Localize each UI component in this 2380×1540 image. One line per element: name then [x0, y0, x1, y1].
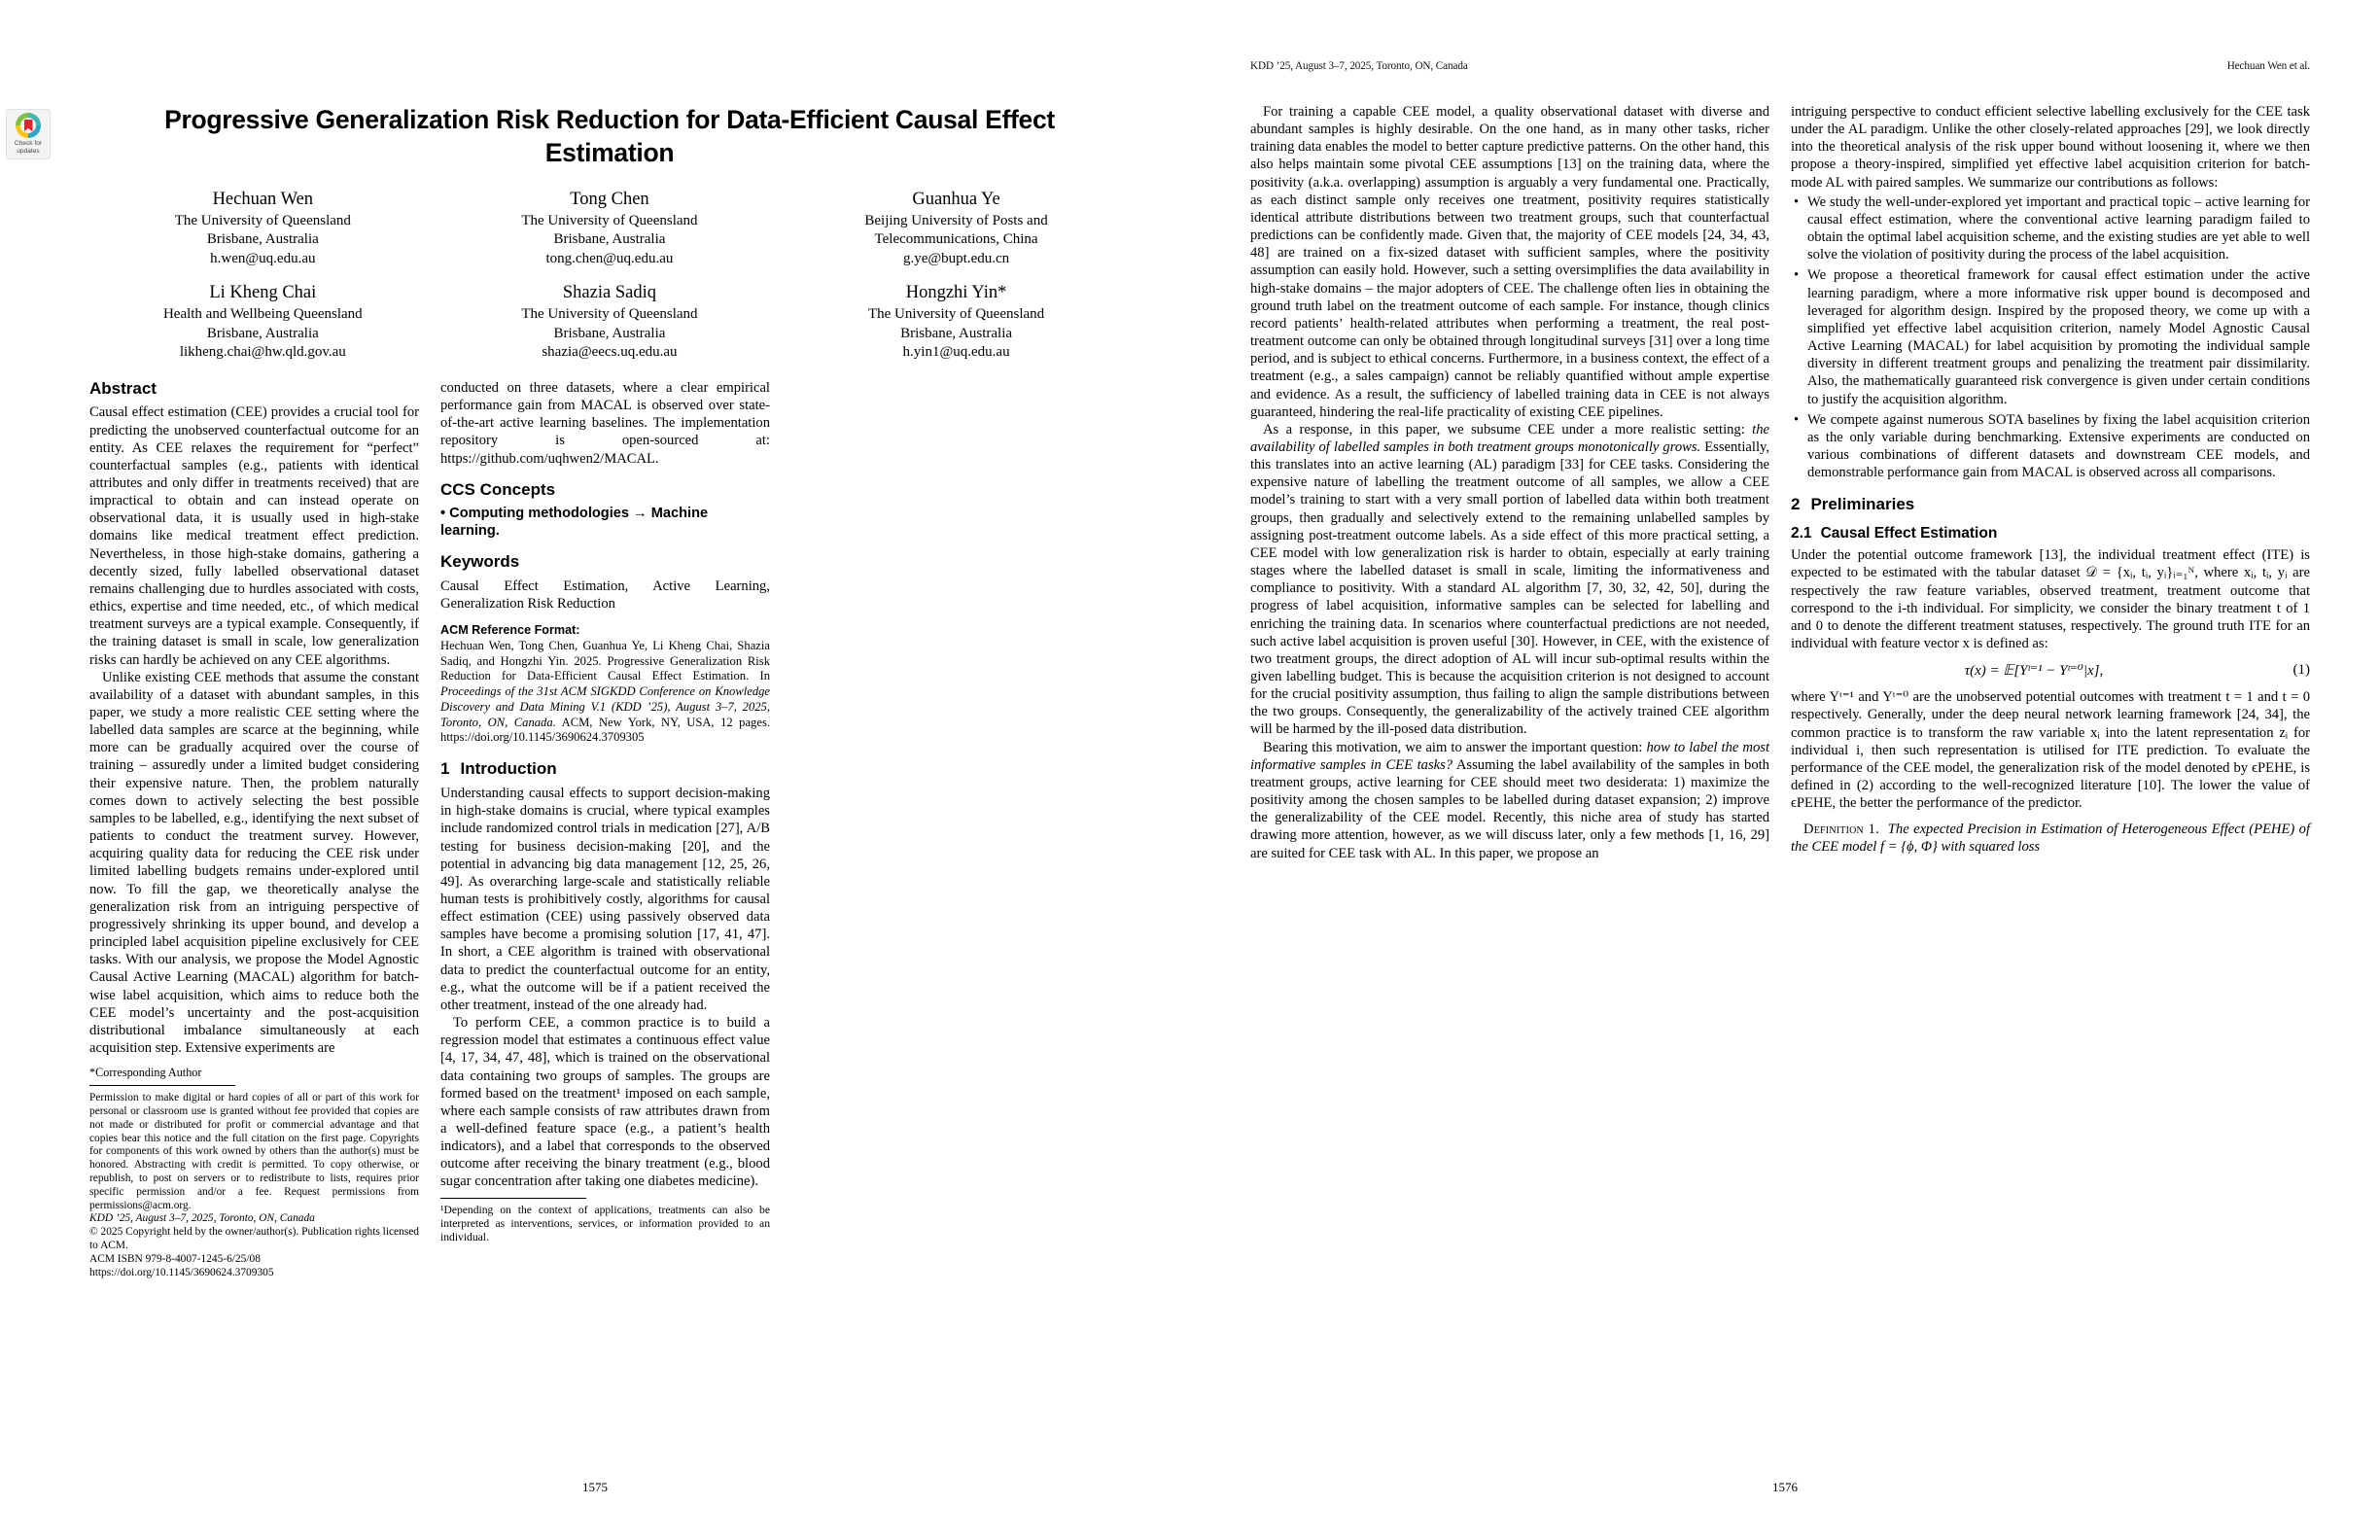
author-email[interactable]: shazia@eecs.uq.edu.au: [542, 344, 678, 361]
author-entry: [783, 281, 1130, 363]
acm-reference-heading: ACM Reference Format:: [440, 623, 580, 638]
page2-runhead: [1250, 60, 2310, 74]
author-location: Brisbane, Australia: [206, 325, 319, 341]
definition-1-label: Definition 1.: [1803, 822, 1879, 838]
copyright-venue: KDD ’25, August 3–7, 2025, Toronto, ON, Canada: [89, 1212, 315, 1225]
author-email[interactable]: tong.chen@uq.edu.au: [545, 250, 674, 266]
p2-post: Essentially, this translates into an active learning (AL) paradigm [33] for CEE tasks. Considering the expensive nature of labelling the treatment outcome of all samples, we allow a CEE model’s training to start with a very small portion of labelled data within both treatment groups, then gradually and selectively extend to the remaining unlabelled samples by assigning post-treatment outcome labels. As a side effect of this more practical setting, a CEE model with low generalization risk is harder to obtain, especially at early training stages where the labelled dataset is small in scale, limiting the informativeness and compliance to positivity. With a standard AL algorithm [7, 30, 32, 42, 50], during the progress of label acquisition, informative samples can be selected for labelling and enriching the training data. In scenarios where counterfactual predictions are not needed, such active label acquisition is proven useful [30]. However, in CEE, with the existence of two treatment groups, the direct adoption of AL will incur sub-optimal results within the given labelling budget. This is because the acquisition criterion is not designed to account for the crucial positivity assumption, thus failing to align the sample distributions between the two groups. Consequently, the generalizability of the actively trained CEE algorithm will be harmed by the ill-posed data distribution.: [1250, 438, 1770, 738]
section-1-heading: [440, 759, 770, 779]
badge-label-line1: Check for: [14, 140, 43, 147]
p3-post: Assuming the label availability of the samples in both treatment groups, active learning for CEE should meet two desiderata: 1) maximize the positivity among the chosen samples to be labelled during dataset expansion; 2) improve the generalizability of the CEE model. Recently, this niche area of study has started drawing more attention, however, as we will discuss later, only a few methods [1, 16, 29] are suited for CEE task with AL. In this paper, we propose an: [1250, 756, 1769, 861]
author-name: Guanhua Ye: [912, 189, 1000, 209]
author-name: Tong Chen: [570, 189, 649, 209]
section-1-number: 1: [440, 759, 450, 779]
abstract-paragraph-2: Unlike existing CEE methods that assume the constant availability of a dataset with abundant samples, in this paper, we study a more realistic CEE setting where the labelled data samples are scarce at the beginning, while more can be gradually acquired over the course of training – assuredly under a limited budget considering their expensive nature. Then, the problem naturally comes down to actively selecting the best possible samples to be labelled, e.g., identifying the next subset of patients to conduct the treatment survey. However, acquiring quality data for reducing the CEE risk under limited labelling budgets remains under-explored until now. To fill the gap, we theoretically analyse the generalization risk from an intriguing perspective of progressively shrinking its upper bound, and develop a principled label acquisition pipeline exclusively for CEE tasks. With our analysis, we propose the Model Agnostic Causal Active Learning (MACAL) algorithm for batch-wise label acquisition, which aims to reduce both the CEE model’s uncertainty and the post-acquisition distributional imbalance simultaneously at each acquisition step. Extensive experiments are: [89, 669, 419, 1056]
copyright-doi[interactable]: https://doi.org/10.1145/3690624.3709305: [89, 1266, 274, 1278]
equation-1-number: (1): [2292, 662, 2310, 679]
page-1-number: 1575: [582, 1480, 608, 1494]
page2-right-paragraph-1: intriguing perspective to conduct efficient selective labelling exclusively for the CEE task under the AL paradigm. Unlike the other closely-related approaches [29], we look directly into the theoretical analysis of the risk upper bound without loosening it, where we then propose a theory-inspired, simplified yet effective label acquisition criterion for batch-mode AL with paired samples. We summarize our contributions as follows:: [1791, 104, 2310, 191]
p2-pre: As a response, in this paper, we subsume CEE under a more realistic setting:: [1263, 421, 1753, 438]
p3-pre: Bearing this motivation, we aim to answer the important question:: [1263, 739, 1647, 755]
check-for-updates-badge[interactable]: [6, 109, 51, 159]
section-1-title: Introduction: [460, 759, 557, 779]
contributions-list: [1791, 193, 2310, 482]
author-name: Hongzhi Yin*: [905, 283, 1007, 303]
author-email[interactable]: likheng.chai@hw.qld.gov.au: [179, 344, 346, 361]
footnote-1: ¹Depending on the context of applications, treatments can also be interpreted as interventions, services, or information provided to an individual.: [440, 1203, 770, 1243]
footnote-rule: [440, 1198, 586, 1199]
abstract-paragraph-1: Causal effect estimation (CEE) provides a crucial tool for predicting the unobserved counterfactual outcome for an entity. As CEE relaxes the requirement for “perfect” counterfactual samples (e.g., patients with identical attributes and only differ in treatments received) that are impractical to obtain and can instead operate on observational data, it is usually used in high-stake domains like medical treatment effect prediction. Nevertheless, in those high-stake domains, gathering a decently sized, fully labelled observational dataset remains challenging due to hurdles associated with costs, ethics, expertise and time needed, etc., of which medical treatment surveys are a typical example. Consequently, if the training dataset is small in scale, low generalization risks can hardly be achieved on any CEE algorithms.: [89, 404, 419, 668]
section-2-1-heading: [1791, 525, 2310, 542]
page2-left-paragraph-1: For training a capable CEE model, a quality observational dataset with diverse and abundant samples is highly desirable. On the one hand, as in many other tasks, richer training data enables the model to better capture predictive patterns. On the other hand, this also helps maintain some pivotal CEE assumptions [13] on the training data, where the positivity (a.k.a. overlapping) assumption is arguably a very fundamental one. Practically, as each distinct sample only receives one treatment, positivity requires statistically identical attribute distributions between two treatment groups, such that counterfactual predictions can be confidently made. Given that, the majority of CEE models [24, 34, 43, 48] are trained on a fix-sized dataset with sufficient samples, where the positivity assumption can easily hold. However, such a setting oversimplifies the data availability in high-stake domains – the major adopters of CEE. The challenge often lies in obtaining the ground truth label on the treatment outcome of each sample. For instance, though clinics record patients’ health-related attributes when performing a treatment, the real post-treatment outcome can only be obtained through longitudinal surveys [31] over a long time period, and is subject to ethical concerns. Furthermore, in a business context, the effect of a treatment (e.g., a sales campaign) cannot be reliably quantified without ample expertise and evidence. As a result, the sufficiency of labelled training data in CEE is not always guaranteed, hindering the real-life practicality of existing CEE pipelines.: [1250, 104, 1769, 420]
author-name: Shazia Sadiq: [562, 283, 656, 303]
author-affiliation: The University of Queensland: [867, 306, 1045, 323]
list-item: • We compete against numerous SOTA baselines by fixing the label acquisition criterion as the only variable during benchmarking. Extensive experiments are conducted on various combinations of different datasets and downstream CEE models, and demonstrable performance gain from MACAL is observed across all comparisons.: [1807, 411, 2310, 482]
author-location: Brisbane, Australia: [553, 231, 666, 248]
corresponding-author-note: *Corresponding Author: [89, 1066, 202, 1080]
list-item: • We study the well-under-explored yet important and practical topic – active learning for causal effect estimation, where the conventional active learning paradigm failed to obtain the optimal label acquisition scheme, and the existing studies are yet able to well solve the violation of positivity during the process of the label acquisition.: [1807, 193, 2310, 264]
abstract-heading: Abstract: [89, 378, 157, 398]
copyright-block: [89, 1092, 419, 1279]
page1-runhead: [89, 60, 1130, 74]
badge-label-line2: updates: [17, 147, 40, 155]
page1-right-column: [440, 379, 770, 1279]
definition-1-text: The expected Precision in Estimation of Heterogeneous Effect (PEHE) of the CEE model f = {ϕ, Φ} with squared loss: [1791, 822, 2310, 856]
page1-left-column: [89, 379, 419, 1279]
author-affiliation: Health and Wellbeing Queensland: [162, 306, 363, 323]
author-affiliation: The University of Queensland: [174, 212, 351, 228]
ccs-heading: CCS Concepts: [440, 479, 556, 499]
ccs-concepts-text: • Computing methodologies → Machine learning.: [440, 506, 709, 540]
author-entry: [783, 188, 1130, 269]
author-name: Hechuan Wen: [212, 189, 314, 209]
copyright-isbn: ACM ISBN 979-8-4007-1245-6/25/08: [89, 1252, 261, 1265]
page2-left-paragraph-2: [1250, 421, 1769, 739]
equation-1-body: τ(x) = 𝔼[Yᵗ⁼¹ − Yᵗ⁼⁰|x],: [1964, 663, 2104, 680]
section-2-title: Preliminaries: [1810, 495, 1915, 514]
acm-reference-plain-2: ACM, New York, NY, USA, 12 pages. https://doi.org/10.1145/3690624.3709305: [440, 715, 770, 745]
author-entry: [437, 281, 784, 363]
introduction-paragraph-1: Understanding causal effects to support decision-making in high-stake domains is crucial, where typical examples include randomized control trials in medication [27], A/B testing for business decision-making [20], and the potential in advancing big data management [12, 25, 26, 49]. As overarching large-scale and statistically reliable human tests is prohibitively costly, algorithms for causal effect estimation (CEE) using passively observed data samples have become a promising solution [17, 41, 47]. In short, a CEE algorithm is trained with observational data to predict the counterfactual outcome for an entity, e.g., what the outcome will be if a patient received the other treatment, instead of the one already had.: [440, 786, 770, 1013]
author-email[interactable]: h.yin1@uq.edu.au: [902, 344, 1010, 361]
author-affiliation: The University of Queensland: [521, 212, 698, 228]
equation-1: [1791, 661, 2310, 680]
page2-left-paragraph-3: [1250, 739, 1769, 862]
author-entry: [89, 188, 437, 269]
runhead-authors: Hechuan Wen et al.: [2226, 60, 2310, 72]
author-block: [89, 188, 1130, 375]
author-location: Telecommunications, China: [874, 231, 1038, 248]
copyright-holder: © 2025 Copyright held by the owner/author(s). Publication rights licensed to ACM.: [89, 1226, 419, 1251]
page-2-number: 1576: [1772, 1480, 1798, 1494]
section-2-1-number: 2.1: [1791, 525, 1812, 542]
p3-italic: how to label the most informative samples in CEE tasks?: [1250, 739, 1770, 773]
author-name: Li Kheng Chai: [209, 283, 317, 303]
page-2: [1190, 0, 2380, 1540]
list-item: • We propose a theoretical framework for causal effect estimation under the active learning paradigm, where a more informative risk upper bound is decomposed and leveraged for algorithm design. Inspired by the proposed theory, we come up with a simplified yet effective label acquisition criterion, namely Model Agnostic Causal Active Learning (MACAL) for label acquisition by promoting the individual sample diversity in different treatment groups and penalizing the treatment pair dissimilarity. Also, the mathematically guaranteed risk convergence is given under certain conditions to justify the acquisition algorithm.: [1807, 266, 2310, 407]
copyright-permission: Permission to make digital or hard copies of all or part of this work for personal or classroom use is granted without fee provided that copies are not made or distributed for profit or commercial advantage and that copies bear this notice and the full citation on the first page. Copyrights for components of this work owned by others than the author(s) must be honored. Abstracting with credit is permitted. To copy otherwise, or republish, to post on servers or to redistribute to lists, requires prior specific permission and/or a fee. Request permissions from permissions@acm.org.: [89, 1092, 419, 1211]
definition-1: [1791, 821, 2310, 856]
p2-italic: the availability of labelled samples in both treatment groups monotonically grows.: [1250, 421, 1769, 455]
page2-right-paragraph-3: where Yᵗ⁼¹ and Yᵗ⁼⁰ are the unobserved potential outcomes with treatment t = 1 and t = 0 respectively. Generally, under the deep neural network learning framework [24, 34], the common practice is to transform the raw variable xᵢ into the latent representation zᵢ for individual i, then such representation is utilised for ITE prediction. To evaluate the performance of the CEE model, the generalization risk of the model denoted by ϵPEHE, is defined in (2) according to the well-recognized literature [10]. The lower the value of ϵPEHE, the better the performance of the predictor.: [1791, 689, 2310, 812]
author-location: Brisbane, Australia: [206, 231, 319, 248]
abstract-paragraph-3: conducted on three datasets, where a clear empirical performance gain from MACAL is observed over state-of-the-art active learning baselines. The implementation repository is open-sourced at: https://github.com/uqhwen2/MACAL.: [440, 379, 770, 467]
keywords-heading: Keywords: [440, 552, 520, 572]
author-affiliation: Beijing University of Posts and: [864, 212, 1048, 228]
page2-left-column: [1250, 103, 1769, 862]
page2-right-column: [1791, 103, 2310, 862]
section-2-heading: [1791, 495, 2310, 514]
check-for-updates-icon: [16, 113, 41, 138]
author-affiliation: The University of Queensland: [521, 306, 698, 323]
runhead-venue: KDD ’25, August 3–7, 2025, Toronto, ON, Canada: [1250, 60, 1468, 72]
author-location: Brisbane, Australia: [900, 325, 1013, 341]
page2-right-paragraph-2: Under the potential outcome framework [13], the individual treatment effect (ITE) is expected to be estimated with the tabular dataset 𝒟 = {xᵢ, tᵢ, yᵢ}ᵢ₌₁ᴺ, where xᵢ, tᵢ, yᵢ are respectively the raw feature variables, observed treatment, treatment outcome that correspond to the i-th individual. For simplicity, we consider the binary treatment t of 1 and 0 to denote the different treatment statuses, respectively. The ground truth ITE for an individual with feature vector x is defined as:: [1791, 547, 2310, 652]
author-email[interactable]: h.wen@uq.edu.au: [210, 250, 316, 266]
author-entry: [89, 281, 437, 363]
section-2-1-title: Causal Effect Estimation: [1820, 525, 1998, 542]
acm-reference-format: [440, 623, 770, 746]
page-title: Progressive Generalization Risk Reduction for Data-Efficient Causal Effect Estimation: [164, 105, 1055, 168]
introduction-paragraph-2: To perform CEE, a common practice is to build a regression model that estimates a continuous effect value [4, 17, 34, 47, 48], which is trained on the observational data containing two groups of samples. The groups are formed based on the treatment¹ imposed on each sample, where each sample consists of raw attributes drawn from a well-defined feature space (e.g., a patient’s health indicators), and a label that corresponds to the observed outcome after receiving the binary treatment (e.g., blood sugar concentration after taking one diabetes medicine).: [440, 1015, 770, 1190]
page2-columns: [1250, 103, 2310, 862]
acm-reference-italic: Proceedings of the 31st ACM SIGKDD Conference on Knowledge Discovery and Data Mining V.1 (KDD ’25), August 3–7, 2025, Toronto, ON, Canada.: [440, 684, 770, 729]
author-email[interactable]: g.ye@bupt.edu.cn: [902, 250, 1010, 266]
acm-reference-plain-1: Hechuan Wen, Tong Chen, Guanhua Ye, Li Kheng Chai, Shazia Sadiq, and Hongzhi Yin. 2025. Progressive Generalization Risk Reduction for Data-Efficient Causal Effect Estimation. In: [440, 638, 770, 683]
footnote-divider: [89, 1085, 235, 1086]
keywords-text: Causal Effect Estimation, Active Learning, Generalization Risk Reduction: [440, 578, 770, 612]
section-2-number: 2: [1791, 495, 1801, 514]
author-location: Brisbane, Australia: [553, 325, 666, 341]
page1-columns: [89, 379, 1130, 1279]
author-entry: [437, 188, 784, 269]
